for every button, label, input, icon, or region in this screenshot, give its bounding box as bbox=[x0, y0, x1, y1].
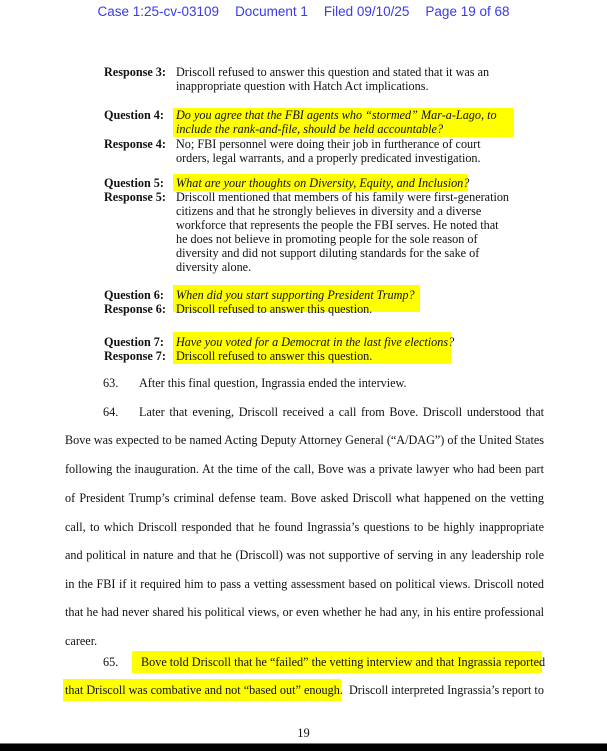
qa-text-line: Driscoll refused to answer this question and stated that it was an bbox=[176, 65, 490, 79]
qa-text-line: Driscoll refused to answer this question. bbox=[176, 349, 373, 363]
qa-label: Response 6: bbox=[104, 302, 166, 316]
page-number: 19 bbox=[297, 726, 310, 740]
qa-text-line: When did you start supporting President Trump? bbox=[176, 288, 415, 302]
paragraph-number: 65. bbox=[103, 655, 119, 669]
qa-label: Response 3: bbox=[104, 65, 166, 79]
paragraph-64-line: Bove was expected to be named Acting Deputy Attorney General (“A/DAG”) of the United States bbox=[65, 433, 544, 447]
qa-text-line: citizens and that he strongly believes in diversity and a diverse bbox=[176, 204, 482, 218]
paragraph-64-line: and political in nature and that he (Driscoll) was not supportive of serving in any leadership role bbox=[65, 548, 544, 562]
qa-text-line: Do you agree that the FBI agents who “stormed” Mar-a-Lago, to bbox=[176, 108, 497, 122]
qa-text-line: workforce that represents the people the FBI serves. He noted that bbox=[176, 218, 499, 232]
filed-date: Filed 09/10/25 bbox=[323, 4, 410, 19]
qa-label: Response 7: bbox=[104, 349, 166, 363]
paragraph-64-line: career. bbox=[65, 634, 98, 648]
qa-label: Question 7: bbox=[104, 335, 164, 349]
paragraph-64-line: following the inauguration. At the time of the call, Bove was a private lawyer who had been part bbox=[65, 462, 544, 476]
paragraph-65-line: Bove told Driscoll that he “failed” the vetting interview and that Ingrassia reported bbox=[141, 655, 546, 669]
paragraph-number: 64. bbox=[103, 405, 119, 419]
paragraph-number: 63. bbox=[103, 376, 119, 390]
paragraph-65-line bbox=[65, 683, 544, 698]
case-header bbox=[0, 4, 607, 19]
qa-text-line: Driscoll mentioned that members of his family were first-generation bbox=[176, 190, 510, 204]
qa-label: Question 6: bbox=[104, 288, 164, 302]
qa-text-line: orders, legal warrants, and a properly predicated investigation. bbox=[176, 151, 481, 165]
qa-text-line: Have you voted for a Democrat in the last five elections? bbox=[176, 335, 455, 349]
qa-text-line: diversity and did not support diluting standards for the sake of bbox=[176, 246, 480, 260]
qa-label: Question 5: bbox=[104, 176, 164, 190]
qa-label: Response 4: bbox=[104, 137, 166, 151]
qa-text-line: Driscoll refused to answer this question. bbox=[176, 302, 373, 316]
document-number: Document 1 bbox=[235, 4, 308, 19]
qa-text-line: diversity alone. bbox=[176, 260, 252, 274]
paragraph-65-continuation: Driscoll interpreted Ingrassia’s report to bbox=[342, 683, 544, 697]
qa-text-line: No; FBI personnel were doing their job in furtherance of court bbox=[176, 137, 481, 151]
paragraph-64-line: Later that evening, Driscoll received a call from Bove. Driscoll understood that bbox=[139, 405, 544, 419]
qa-text-line: include the rank-and-file, should be held accountable? bbox=[176, 122, 444, 136]
qa-label: Response 5: bbox=[104, 190, 166, 204]
page-count: Page 19 of 68 bbox=[425, 4, 510, 19]
qa-text-line: he does not believe in promoting people for the sole reason of bbox=[176, 232, 478, 246]
qa-text-line: inappropriate question with Hatch Act implications. bbox=[176, 79, 429, 93]
paragraph-64-line: call, to which Driscoll responded that he found Ingrassia’s questions to be highly inappropriate bbox=[65, 520, 544, 534]
paragraph-63-text: After this final question, Ingrassia ended the interview. bbox=[139, 376, 407, 390]
paragraph-64-line: of President Trump’s criminal defense team. Bove asked Driscoll what happened on the vetting bbox=[65, 491, 544, 505]
paragraph-64-line: in the FBI if it required him to pass a vetting assessment based on political views. Driscoll noted bbox=[65, 577, 544, 591]
case-number: Case 1:25-cv-03109 bbox=[97, 4, 220, 19]
qa-label: Question 4: bbox=[104, 108, 164, 122]
paragraph-64-line: that he had never shared his political views, or even whether he had any, in his entire professional bbox=[65, 605, 544, 619]
qa-text-line: What are your thoughts on Diversity, Equity, and Inclusion? bbox=[176, 176, 470, 190]
highlighted-text: that Driscoll was combative and not “based out” enough. bbox=[65, 683, 343, 697]
